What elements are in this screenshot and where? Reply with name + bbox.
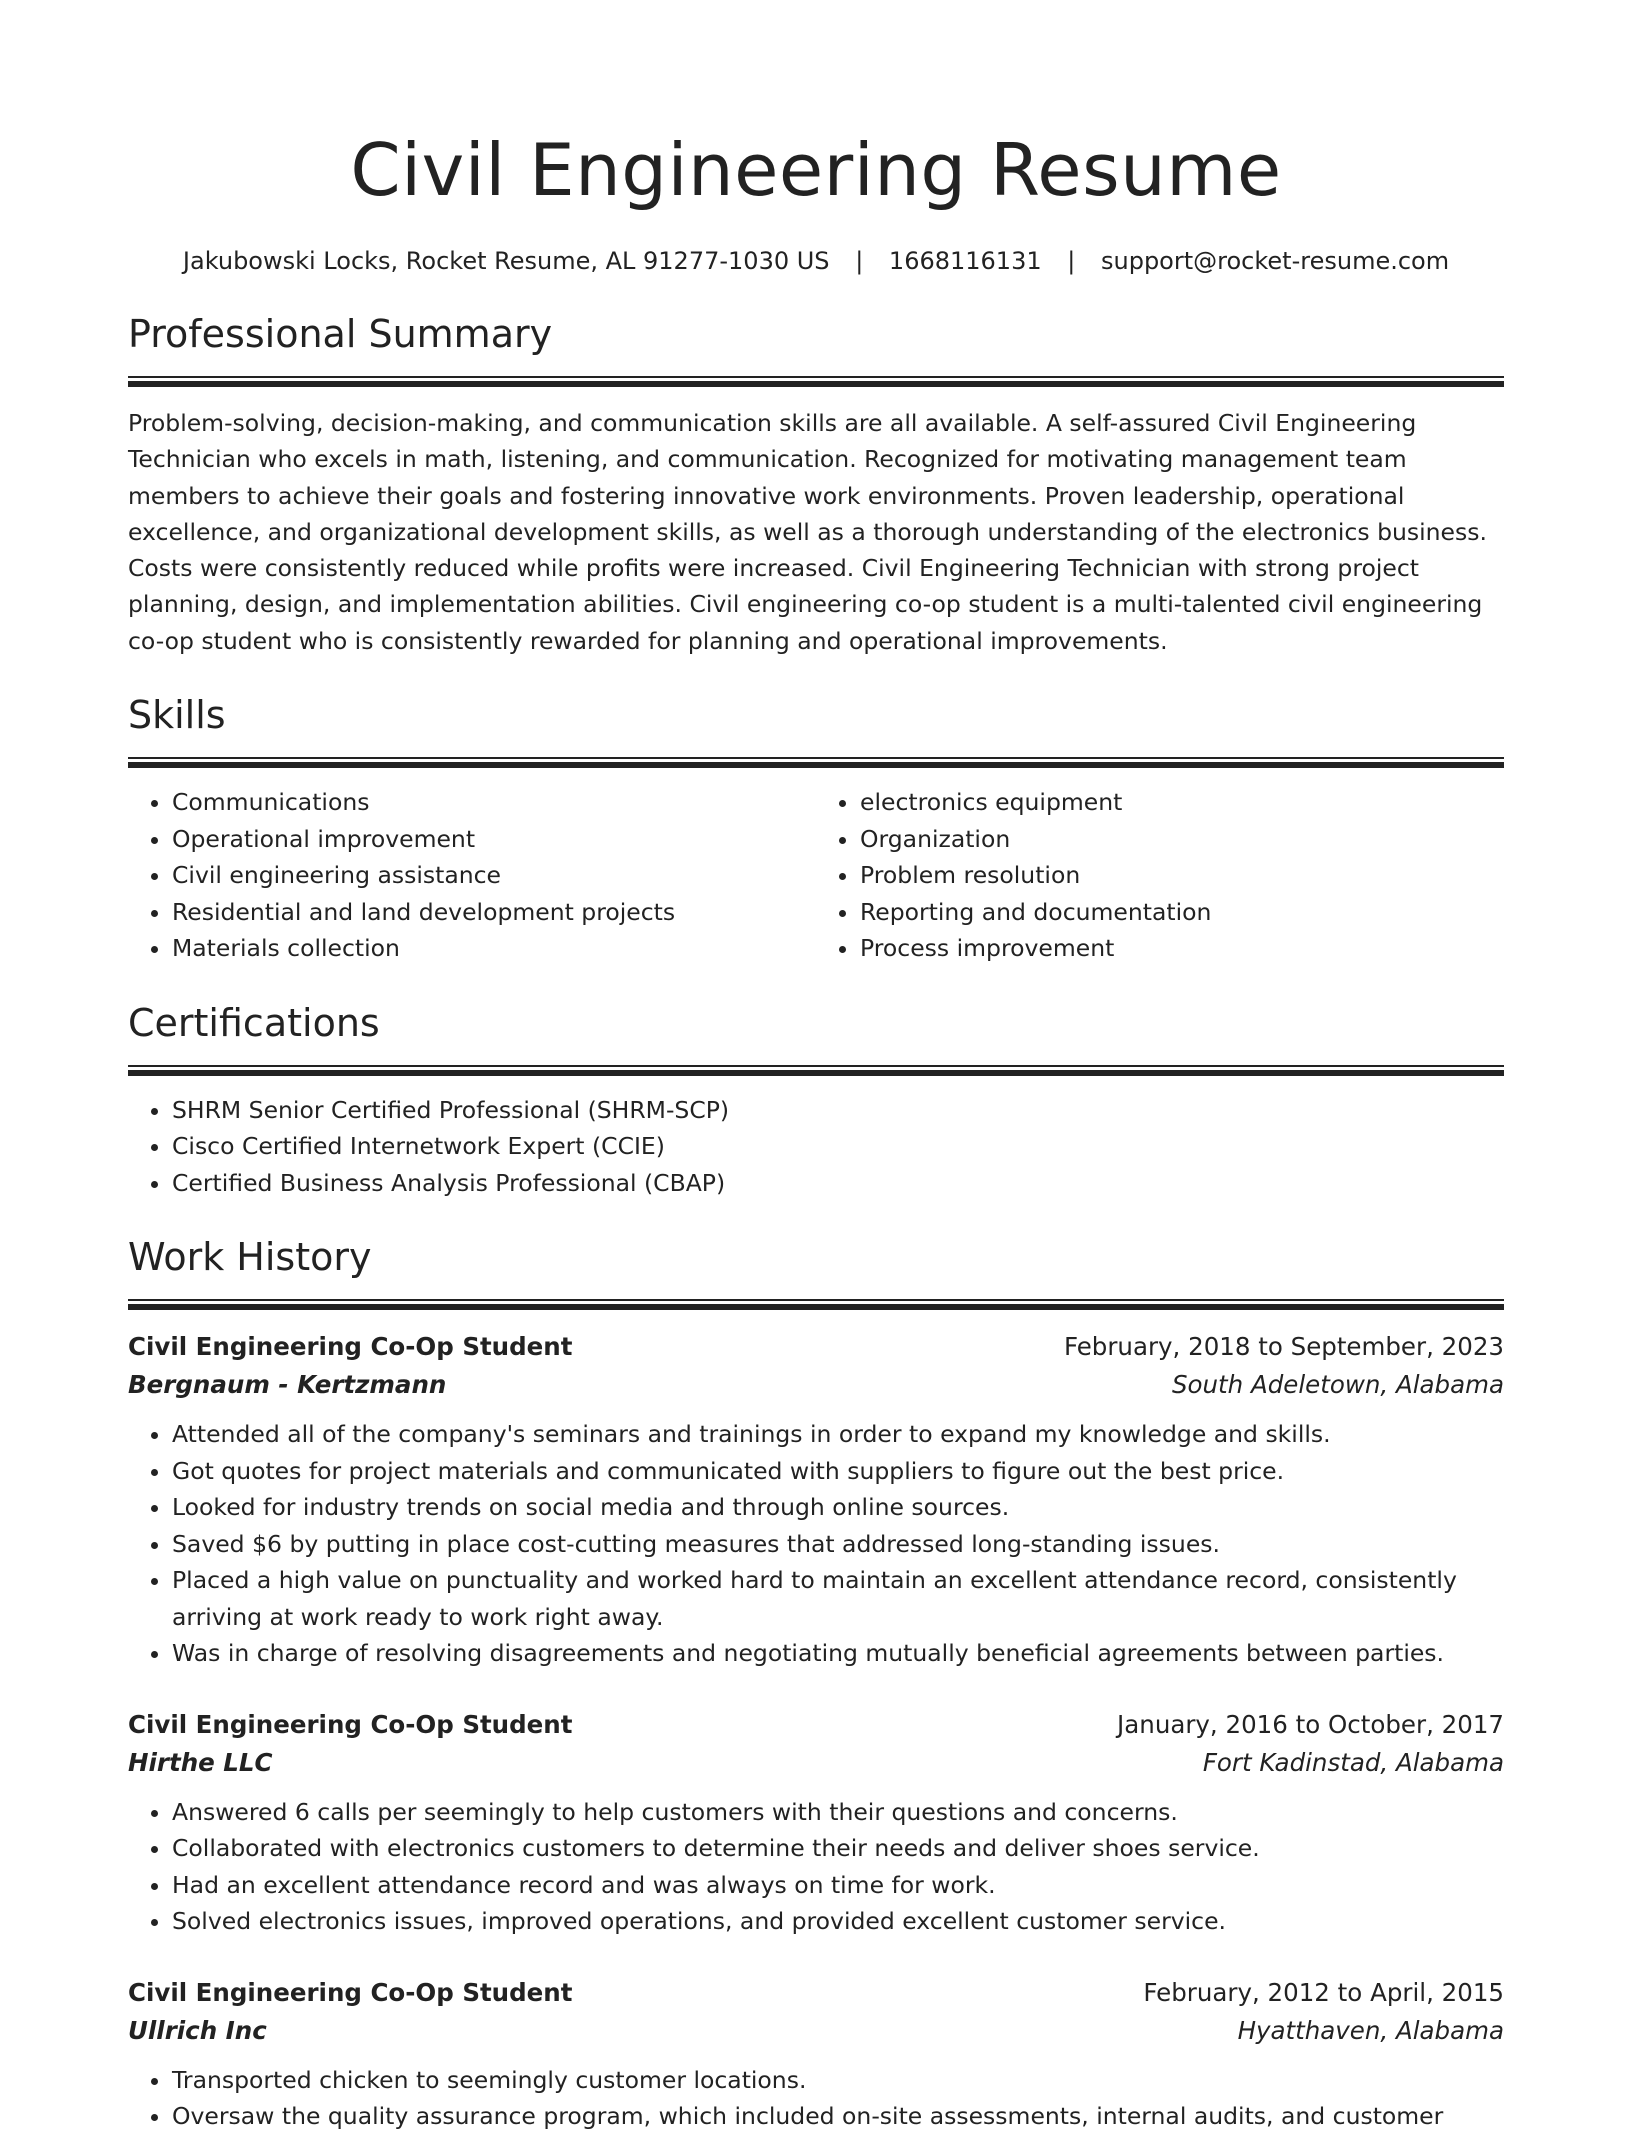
job-duty: • Oversaw the quality assurance program, which included on-site assessments, internal audits, and customer bbox=[172, 2098, 1504, 2135]
job-location: Fort Kadinstad, Alabama bbox=[1202, 1747, 1504, 1777]
skills-grid bbox=[128, 784, 1504, 967]
skill-item: • electronics equipment bbox=[860, 784, 1504, 821]
work-history-section bbox=[128, 1233, 1504, 2135]
skill-item: • Communications bbox=[172, 784, 816, 821]
section-divider bbox=[128, 757, 1504, 768]
job-duty: • Transported chicken to seemingly customer locations. bbox=[172, 2062, 1504, 2099]
job-duty: • Solved electronics issues, improved operations, and provided excellent customer service. bbox=[172, 1903, 1504, 1940]
section-heading-skills: Skills bbox=[128, 693, 226, 738]
skills-list-left bbox=[128, 784, 816, 967]
skills-section bbox=[128, 691, 1504, 967]
job-company: Bergnaum - Kertzmann bbox=[128, 1370, 447, 1400]
contact-email: support@rocket-resume.com bbox=[1101, 247, 1450, 275]
job-duty: • Collaborated with electronics customers to determine their needs and deliver shoes service. bbox=[172, 1830, 1504, 1867]
job-duties-list bbox=[128, 2062, 1504, 2135]
job-duty: • Placed a high value on punctuality and worked hard to maintain an excellent attendance record, consistently arriving at work ready to work right away. bbox=[172, 1562, 1504, 1635]
skill-item: • Organization bbox=[860, 821, 1504, 858]
skill-item: • Operational improvement bbox=[172, 821, 816, 858]
job-duty: • Looked for industry trends on social media and through online sources. bbox=[172, 1489, 1504, 1526]
job-location: South Adeletown, Alabama bbox=[1171, 1370, 1504, 1400]
certification-item: • SHRM Senior Certified Professional (SHRM-SCP) bbox=[172, 1092, 1504, 1129]
section-heading-summary: Professional Summary bbox=[128, 312, 553, 356]
job-header-row bbox=[128, 1706, 1504, 1744]
job-title: Civil Engineering Co-Op Student bbox=[128, 1332, 573, 1362]
page-title: Civil Engineering Resume bbox=[350, 128, 1282, 212]
skill-item: • Materials collection bbox=[172, 930, 816, 967]
job-company-row bbox=[128, 1744, 1504, 1782]
certification-item: • Certified Business Analysis Professional (CBAP) bbox=[172, 1165, 1504, 1202]
job-entry bbox=[128, 1328, 1504, 1672]
summary-text: Problem-solving, decision-making, and communication skills are all available. A self-assured Civil Engineering Technician who excels in math, listening, and communication. Recognized for motivating management team members to achieve their goals and fostering innovative work environments. Proven leadership, operational excellence, and organizational development skills, as well as a thorough understanding of the electronics business. Costs were consistently reduced while profits were increased. Civil Engineering Technician with strong project planning, design, and implementation abilities. Civil engineering co-op student is a multi-talented civil engineering co-op student who is consistently rewarded for planning and operational improvements. bbox=[128, 409, 1487, 655]
job-company-row bbox=[128, 1366, 1504, 1404]
section-heading-certifications: Certifications bbox=[128, 1000, 380, 1045]
job-company: Hirthe LLC bbox=[128, 1747, 273, 1777]
section-divider bbox=[128, 1065, 1504, 1076]
job-duty: • Attended all of the company's seminars and trainings in order to expand my knowledge and skills. bbox=[172, 1416, 1504, 1453]
job-title: Civil Engineering Co-Op Student bbox=[128, 1977, 573, 2007]
job-title: Civil Engineering Co-Op Student bbox=[128, 1709, 573, 1739]
job-duty: • Saved $6 by putting in place cost-cutting measures that addressed long-standing issues. bbox=[172, 1526, 1504, 1563]
job-entry bbox=[128, 1706, 1504, 1940]
job-duty: • Answered 6 calls per seemingly to help customers with their questions and concerns. bbox=[172, 1794, 1504, 1831]
skills-list-right bbox=[816, 784, 1504, 967]
certification-item: • Cisco Certified Internetwork Expert (CCIE) bbox=[172, 1128, 1504, 1165]
certifications-list bbox=[128, 1092, 1504, 1202]
contact-line bbox=[128, 244, 1504, 278]
job-location: Hyatthaven, Alabama bbox=[1237, 2015, 1504, 2045]
job-duties-list bbox=[128, 1794, 1504, 1940]
certifications-section bbox=[128, 999, 1504, 1202]
job-dates: February, 2018 to September, 2023 bbox=[1063, 1332, 1504, 1362]
skill-item: • Problem resolution bbox=[860, 857, 1504, 894]
contact-separator: | bbox=[1067, 247, 1076, 275]
job-company: Ullrich Inc bbox=[128, 2015, 267, 2045]
job-dates: February, 2012 to April, 2015 bbox=[1143, 1977, 1504, 2007]
skill-item: • Process improvement bbox=[860, 930, 1504, 967]
skill-item: • Civil engineering assistance bbox=[172, 857, 816, 894]
contact-phone: 1668116131 bbox=[888, 247, 1042, 275]
section-divider bbox=[128, 376, 1504, 387]
contact-address: Jakubowski Locks, Rocket Resume, AL 91277-1030 US bbox=[182, 247, 830, 275]
job-duty: • Had an excellent attendance record and was always on time for work. bbox=[172, 1867, 1504, 1904]
section-heading-work-history: Work History bbox=[128, 1235, 372, 1280]
job-entry bbox=[128, 1974, 1504, 2135]
section-divider bbox=[128, 1299, 1504, 1310]
job-header-row bbox=[128, 1328, 1504, 1366]
contact-separator: | bbox=[855, 247, 864, 275]
job-duty: • Got quotes for project materials and communicated with suppliers to figure out the best price. bbox=[172, 1453, 1504, 1490]
summary-section bbox=[128, 310, 1504, 659]
skill-item: • Residential and land development projects bbox=[172, 894, 816, 931]
job-duties-list bbox=[128, 1416, 1504, 1672]
job-duty: • Was in charge of resolving disagreements and negotiating mutually beneficial agreements between parties. bbox=[172, 1635, 1504, 1672]
job-company-row bbox=[128, 2012, 1504, 2050]
job-dates: January, 2016 to October, 2017 bbox=[1117, 1709, 1504, 1739]
job-header-row bbox=[128, 1974, 1504, 2012]
skill-item: • Reporting and documentation bbox=[860, 894, 1504, 931]
